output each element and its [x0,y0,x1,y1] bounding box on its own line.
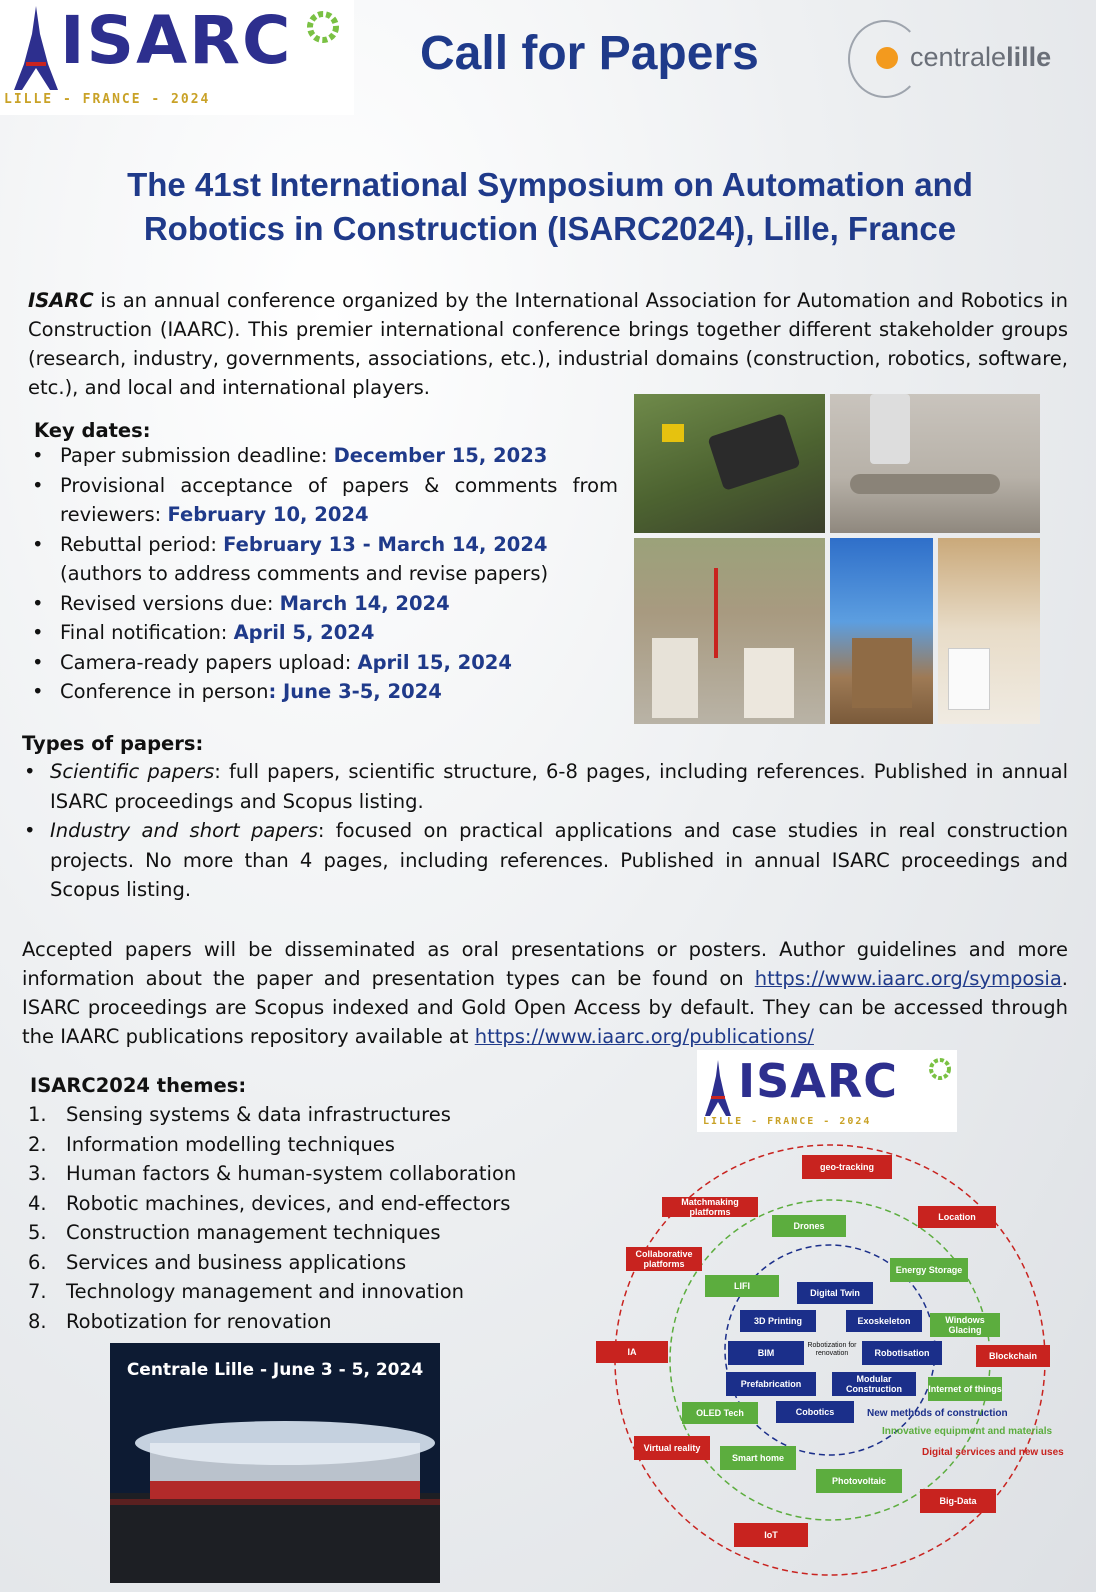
theme-item: 4. Robotic machines, devices, and end-effectors [28,1191,511,1215]
isarc-diagram-logo-subtitle: LILLE - FRANCE - 2024 [703,1116,872,1127]
theme-item: 6. Services and business applications [28,1250,407,1274]
key-dates-list [28,441,618,707]
centrale-lille-logo-dot [876,47,898,69]
themes-list [28,1100,516,1336]
diagram-box-collaborative-platforms: Collaborative platforms [626,1247,702,1271]
themes-heading: ISARC2024 themes: [30,1074,247,1097]
key-dates-heading: Key dates: [34,419,151,442]
isarc-logo-text: ISARC [60,2,293,79]
diagram-box-blockchain: Blockchain [976,1345,1050,1367]
theme-item: 3. Human factors & human-system collaboration [28,1162,517,1185]
key-date-item: • Paper submission deadline: December 15, 2023 [28,441,618,471]
diagram-box-internet-of-things: Internet of things [928,1377,1002,1401]
robot-dog-photo [634,394,825,533]
construction-site-photo [634,538,825,724]
diagram-box-big-data: Big-Data [920,1489,996,1513]
diagram-box-robotisation: Robotisation [862,1341,942,1365]
diagram-box-location: Location [918,1206,996,1228]
diagram-box-matchmaking: Matchmaking platforms [662,1197,758,1217]
3d-printing-photo [830,394,1040,533]
diagram-box-bim: BIM [728,1341,804,1365]
earth-printing-photo [830,538,933,724]
diagram-center-label: Robotization for renovation [807,1342,857,1357]
theme-item: 2. Information modelling techniques [28,1132,395,1156]
intro-paragraph: ISARC is an annual conference organized by the International Association for Automation and Robotics in Construction (IAARC). This premier international conference brings together different stakeholder groups (research, industry, governments, associations, etc.), industrial domains (construction, robotics, software, etc.), and local and international players. [28,289,1068,399]
diagram-box-lifi: LIFI [705,1275,779,1297]
diagram-box-prefabrication: Prefabrication [726,1372,816,1396]
legend-digital-services: Digital services and new uses [922,1447,1064,1458]
eiffel-tower-icon [6,4,66,94]
theme-item: 5. Construction management techniques [28,1221,441,1244]
diagram-box-3d-printing: 3D Printing [740,1310,816,1332]
legend-innovative-equipment: Innovative equipment and materials [882,1426,1053,1437]
diagram-box-virtual-reality: Virtual reality [634,1436,710,1460]
symposia-link[interactable]: https://www.iaarc.org/symposia [754,967,1062,990]
paper-type-item: • Scientific papers: full papers, scientific structure, 6-8 pages, including references. Published in annual ISARC proceedings and Scopus listing. [22,757,1068,816]
theme-item: 8. Robotization for renovation [28,1309,332,1333]
modular-rooms-photo [938,538,1040,724]
diagram-box-ia: IA [596,1341,668,1363]
diagram-box-smart-home: Smart home [720,1446,796,1470]
accepted-papers-paragraph: Accepted papers will be disseminated as oral presentations or posters. Author guidelines and more information about the paper and presentation types can be found on https://www.iaarc.org/symposia. ISARC proceedings are Scopus indexed and Gold Open Access by default. They can be accessed through the IAARC publications repository available at https://www.iaarc.org/publications/ [22,938,1068,1048]
types-of-papers-heading: Types of papers: [22,732,204,755]
diagram-box-modular-construction: Modular Construction [832,1372,916,1396]
centrale-lille-logo: centralelille [910,42,1052,72]
diagram-box-windows-glacing: Windows Glacing [930,1313,1000,1337]
key-date-item: • Conference in person: June 3-5, 2024 [28,677,618,707]
diagram-box-geo-tracking: geo-tracking [802,1155,892,1179]
types-of-papers-list [22,757,1068,905]
eiffel-tower-icon [703,1058,733,1118]
venue-caption: Centrale Lille - June 3 - 5, 2024 [126,1360,424,1380]
isarc-logo-subtitle: LILLE - FRANCE - 2024 [4,92,211,107]
key-date-item: • Camera-ready papers upload: April 15, 2024 [28,648,618,678]
isarc-diagram-logo-text: ISARC [738,1054,899,1108]
diagram-box-photovoltaic: Photovoltaic [816,1469,902,1493]
gear-icon [925,1054,955,1084]
key-date-item: • Provisional acceptance of papers & comments from reviewers: February 10, 2024 [28,471,618,530]
key-date-item: • Final notification: April 5, 2024 [28,618,618,648]
gear-icon [302,6,344,48]
theme-item: 7. Technology management and innovation [28,1280,465,1303]
paper-type-item: • Industry and short papers: focused on practical applications and case studies in real construction projects. No more than 4 pages, including references. Published in annual ISARC proceedings and Scopus listing. [22,816,1068,905]
call-for-papers-heading: Call for Papers [420,27,759,80]
diagram-box-energy-storage: Energy Storage [890,1258,968,1282]
theme-item: 1. Sensing systems & data infrastructures [28,1103,451,1126]
diagram-box-oled-tech: OLED Tech [682,1402,758,1424]
key-date-item: • Revised versions due: March 14, 2024 [28,589,618,619]
diagram-box-iot: IoT [734,1523,808,1547]
diagram-box-drones: Drones [772,1215,846,1237]
diagram-box-exoskeleton: Exoskeleton [846,1310,922,1332]
legend-new-methods: New methods of construction [867,1408,1008,1419]
key-date-item: • Rebuttal period: February 13 - March 14, 2024 (authors to address comments and revise papers) [28,530,618,589]
diagram-box-digital-twin: Digital Twin [797,1282,873,1304]
publications-link[interactable]: https://www.iaarc.org/publications/ [474,1025,814,1048]
page-title: The 41st International Symposium on Automation and Robotics in Construction (ISARC2024), Lille, France [127,166,973,247]
diagram-box-cobotics: Cobotics [776,1401,854,1423]
